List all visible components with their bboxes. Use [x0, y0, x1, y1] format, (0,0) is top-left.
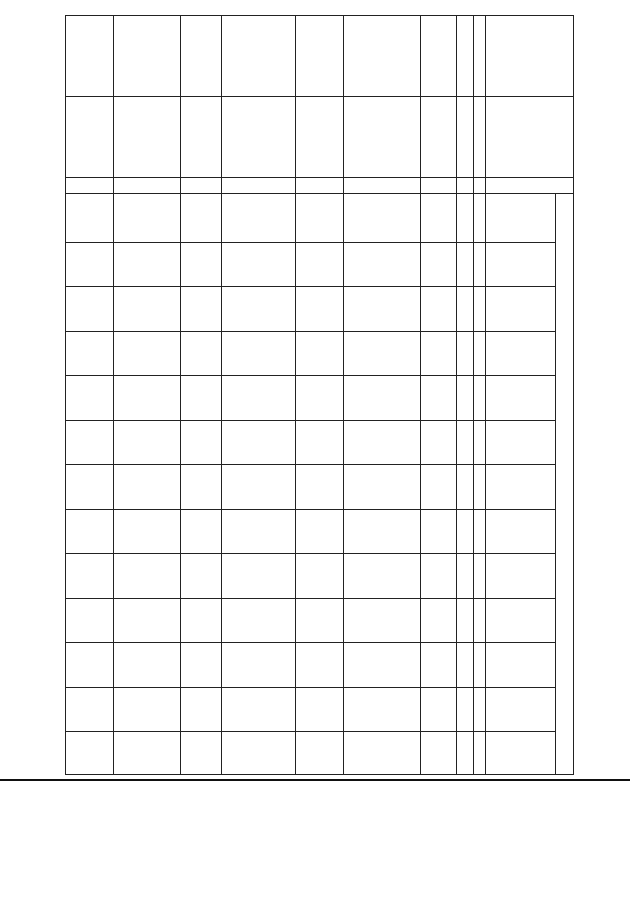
- row-year-value: [344, 687, 421, 732]
- row-year-value: [344, 242, 421, 287]
- row-year-value: [457, 598, 474, 643]
- header-total: [486, 194, 556, 243]
- row-year-value: [222, 509, 296, 554]
- row-year-value: [222, 687, 296, 732]
- row-year-value: [114, 420, 181, 465]
- header-year: [486, 420, 556, 465]
- table-row: [66, 16, 114, 775]
- row-name: [296, 16, 344, 97]
- column-number: [474, 420, 486, 465]
- row-year-value: [222, 242, 296, 287]
- row-executor: [344, 96, 421, 177]
- row-year-value: [344, 509, 421, 554]
- row-year-value: [222, 287, 296, 332]
- row-source: [457, 177, 474, 193]
- row-year-value: [222, 465, 296, 510]
- row-source: [66, 177, 114, 193]
- row-year-value: [457, 509, 474, 554]
- row-executor: [222, 96, 296, 177]
- header-name: [486, 16, 574, 97]
- column-number: [474, 177, 486, 193]
- row-name: [457, 16, 474, 97]
- row-year-value: [114, 554, 181, 599]
- row-source: [114, 177, 181, 193]
- row-year-value: [66, 554, 114, 599]
- row-year-value: [66, 331, 114, 376]
- column-number: [474, 287, 486, 332]
- row-year-value: [181, 420, 222, 465]
- horizontal-rule: [0, 779, 630, 781]
- column-number: [474, 598, 486, 643]
- row-total: [114, 194, 181, 243]
- row-year-value: [66, 598, 114, 643]
- row-year-value: [421, 242, 457, 287]
- row-year-value: [181, 598, 222, 643]
- row-executor: [181, 96, 222, 177]
- row-year-value: [66, 732, 114, 775]
- header-year: [486, 732, 556, 775]
- row-name: [222, 16, 296, 97]
- row-year-value: [457, 465, 474, 510]
- row-executor: [296, 96, 344, 177]
- header-year: [486, 465, 556, 510]
- row-year-value: [344, 420, 421, 465]
- funding-table: [65, 15, 574, 775]
- table-row: [344, 16, 421, 775]
- row-year-value: [421, 509, 457, 554]
- row-year-value: [296, 465, 344, 510]
- column-number: [474, 554, 486, 599]
- table-row: [222, 16, 296, 775]
- row-year-value: [457, 331, 474, 376]
- row-year-value: [421, 376, 457, 421]
- row-year-value: [457, 687, 474, 732]
- row-source: [344, 177, 421, 193]
- row-year-value: [421, 732, 457, 775]
- table-row: [296, 16, 344, 775]
- table-row: [181, 16, 222, 775]
- row-year-value: [181, 465, 222, 510]
- row-year-value: [457, 420, 474, 465]
- row-year-value: [296, 598, 344, 643]
- row-year-value: [296, 287, 344, 332]
- row-year-value: [181, 687, 222, 732]
- column-number: [474, 242, 486, 287]
- row-year-value: [344, 554, 421, 599]
- row-year-value: [181, 287, 222, 332]
- column-number: [474, 376, 486, 421]
- row-source: [181, 177, 222, 193]
- row-year-value: [296, 420, 344, 465]
- row-year-value: [222, 643, 296, 688]
- header-year: [486, 687, 556, 732]
- row-total: [344, 194, 421, 243]
- row-year-value: [114, 287, 181, 332]
- header-year: [486, 643, 556, 688]
- row-year-value: [421, 687, 457, 732]
- row-year-value: [222, 598, 296, 643]
- header-year: [486, 598, 556, 643]
- row-year-value: [66, 287, 114, 332]
- row-year-value: [421, 287, 457, 332]
- row-year-value: [344, 465, 421, 510]
- row-year-value: [181, 331, 222, 376]
- row-year-value: [66, 376, 114, 421]
- row-year-value: [114, 465, 181, 510]
- row-year-value: [66, 242, 114, 287]
- row-year-value: [66, 465, 114, 510]
- header-year: [486, 242, 556, 287]
- row-year-value: [66, 509, 114, 554]
- row-executor: [114, 96, 181, 177]
- header-executor: [486, 96, 574, 177]
- row-year-value: [296, 242, 344, 287]
- row-total: [296, 194, 344, 243]
- row-year-value: [457, 242, 474, 287]
- column-number: [474, 194, 486, 243]
- row-year-value: [181, 376, 222, 421]
- header-year: [486, 554, 556, 599]
- row-year-value: [457, 376, 474, 421]
- row-year-value: [421, 643, 457, 688]
- row-year-value: [114, 598, 181, 643]
- row-year-value: [181, 509, 222, 554]
- row-year-value: [66, 643, 114, 688]
- column-number: [474, 732, 486, 775]
- row-year-value: [114, 732, 181, 775]
- row-year-value: [344, 376, 421, 421]
- column-number: [474, 509, 486, 554]
- row-name: [421, 16, 457, 97]
- row-year-value: [296, 732, 344, 775]
- row-year-value: [344, 331, 421, 376]
- row-name: [66, 16, 114, 97]
- row-year-value: [222, 732, 296, 775]
- row-name: [344, 16, 421, 97]
- header-year: [486, 376, 556, 421]
- row-total: [222, 194, 296, 243]
- row-year-value: [114, 687, 181, 732]
- row-year-value: [421, 554, 457, 599]
- row-year-value: [181, 554, 222, 599]
- row-year-value: [421, 465, 457, 510]
- column-number: [474, 687, 486, 732]
- row-year-value: [296, 687, 344, 732]
- row-year-value: [181, 643, 222, 688]
- row-year-value: [296, 643, 344, 688]
- column-number: [474, 96, 486, 177]
- row-year-value: [344, 732, 421, 775]
- row-year-value: [344, 287, 421, 332]
- header-year: [486, 509, 556, 554]
- row-source: [222, 177, 296, 193]
- row-year-value: [296, 331, 344, 376]
- row-total: [66, 194, 114, 243]
- table-body: [66, 16, 474, 775]
- row-year-value: [457, 732, 474, 775]
- row-year-value: [114, 242, 181, 287]
- row-year-value: [457, 287, 474, 332]
- row-year-value: [344, 643, 421, 688]
- table-row: [457, 16, 474, 775]
- column-number: [474, 465, 486, 510]
- table-header: [474, 16, 574, 775]
- row-year-value: [114, 643, 181, 688]
- row-year-value: [222, 331, 296, 376]
- row-year-value: [66, 420, 114, 465]
- row-year-value: [181, 732, 222, 775]
- header-year: [486, 331, 556, 376]
- row-year-value: [421, 331, 457, 376]
- row-year-value: [296, 554, 344, 599]
- row-name: [181, 16, 222, 97]
- rotated-page-body: [65, 15, 574, 775]
- row-name: [114, 16, 181, 97]
- row-year-value: [421, 598, 457, 643]
- column-number: [474, 643, 486, 688]
- column-number: [474, 16, 486, 97]
- header-funding: [556, 194, 574, 775]
- row-executor: [457, 96, 474, 177]
- row-year-value: [114, 509, 181, 554]
- row-executor: [421, 96, 457, 177]
- header-year: [486, 287, 556, 332]
- row-year-value: [457, 643, 474, 688]
- header-source: [486, 177, 574, 193]
- row-total: [181, 194, 222, 243]
- row-source: [296, 177, 344, 193]
- row-year-value: [421, 420, 457, 465]
- row-year-value: [296, 376, 344, 421]
- row-year-value: [457, 554, 474, 599]
- row-year-value: [114, 376, 181, 421]
- row-year-value: [296, 509, 344, 554]
- row-total: [457, 194, 474, 243]
- table-row: [114, 16, 181, 775]
- row-year-value: [344, 598, 421, 643]
- column-number: [474, 331, 486, 376]
- row-year-value: [181, 242, 222, 287]
- row-year-value: [222, 554, 296, 599]
- table-row: [421, 16, 457, 775]
- row-total: [421, 194, 457, 243]
- row-year-value: [222, 420, 296, 465]
- row-source: [421, 177, 457, 193]
- row-executor: [66, 96, 114, 177]
- row-year-value: [222, 376, 296, 421]
- row-year-value: [66, 687, 114, 732]
- row-year-value: [114, 331, 181, 376]
